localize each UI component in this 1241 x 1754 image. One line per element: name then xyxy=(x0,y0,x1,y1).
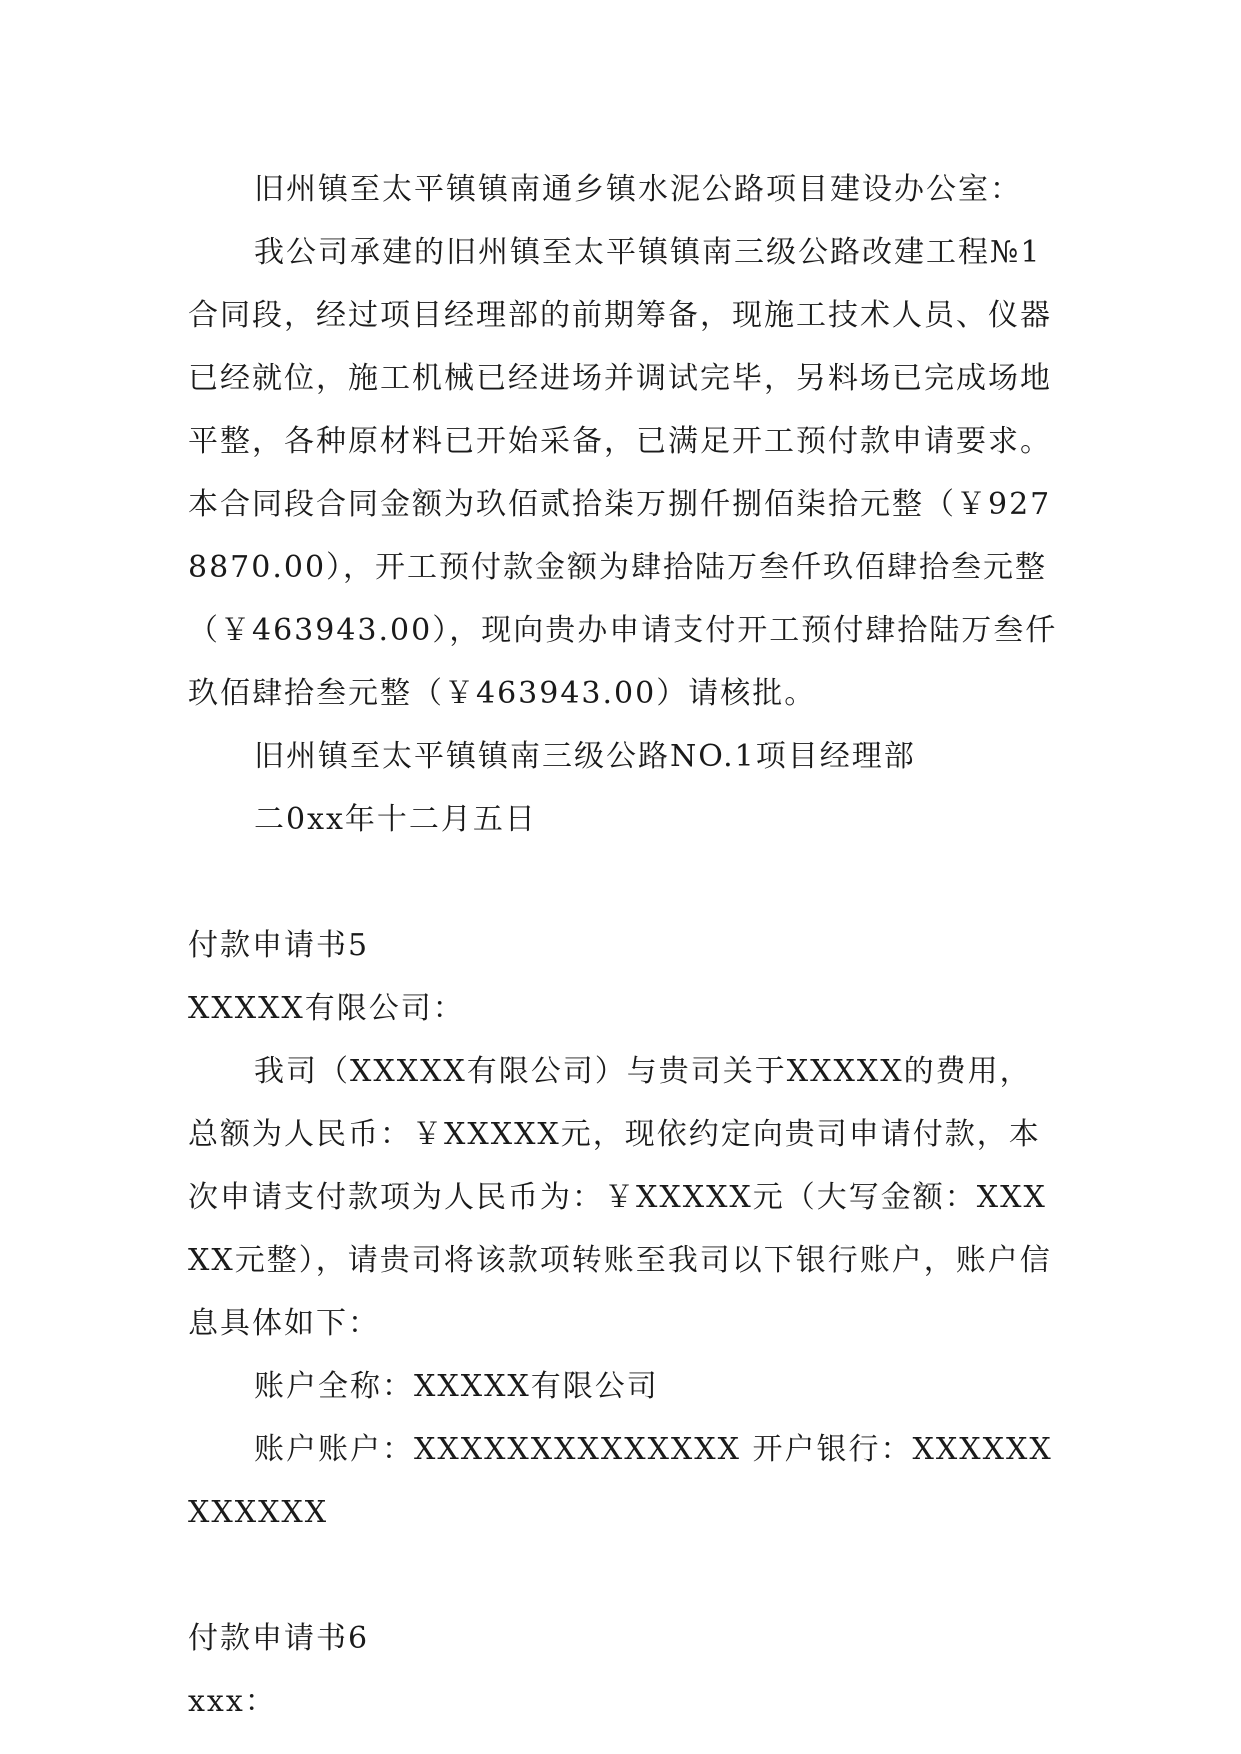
section-gap xyxy=(188,1544,1063,1607)
letter-signature: 旧州镇至太平镇镇南三级公路NO.1项目经理部 xyxy=(254,739,916,774)
letter-addressee: 旧州镇至太平镇镇南通乡镇水泥公路项目建设办公室： xyxy=(254,172,1022,207)
section-addressee-5: XXXXX有限公司： xyxy=(188,991,465,1026)
section-title-6: 付款申请书6 xyxy=(188,1621,370,1656)
account-info-line: 账户账户：XXXXXXXXXXXXXX 开户银行：XXXXXXXXXXXX xyxy=(188,1432,1053,1530)
section-addressee-6: xxx： xyxy=(188,1684,277,1719)
account-name-line: 账户全称：XXXXX有限公司 xyxy=(254,1369,659,1404)
section-gap xyxy=(188,851,1063,914)
section-title-5: 付款申请书5 xyxy=(188,928,370,963)
document-body xyxy=(188,158,1063,1733)
section-body-5: 我司（XXXXX有限公司）与贵司关于XXXXX的费用，总额为人民币：￥XXXXX元，现依约定向贵司申请付款，本次申请支付款项为人民币为：￥XXXXX元（大写金额：XXXXX元整），请贵司将该款项转账至我司以下银行账户，账户信息具体如下： xyxy=(188,1054,1052,1341)
letter-body: 我公司承建的旧州镇至太平镇镇南三级公路改建工程№1合同段，经过项目经理部的前期筹备，现施工技术人员、仪器已经就位，施工机械已经进场并调试完毕，另料场已完成场地平整，各种原材料已开始采备，已满足开工预付款申请要求。本合同段合同金额为玖佰贰拾柒万捌仟捌佰柒拾元整（￥9278870.00），开工预付款金额为肆拾陆万叁仟玖佰肆拾叁元整（￥463943.00），现向贵办申请支付开工预付肆拾陆万叁仟玖佰肆拾叁元整（￥463943.00）请核批。 xyxy=(188,235,1058,711)
letter-date: 二0xx年十二月五日 xyxy=(254,802,537,837)
